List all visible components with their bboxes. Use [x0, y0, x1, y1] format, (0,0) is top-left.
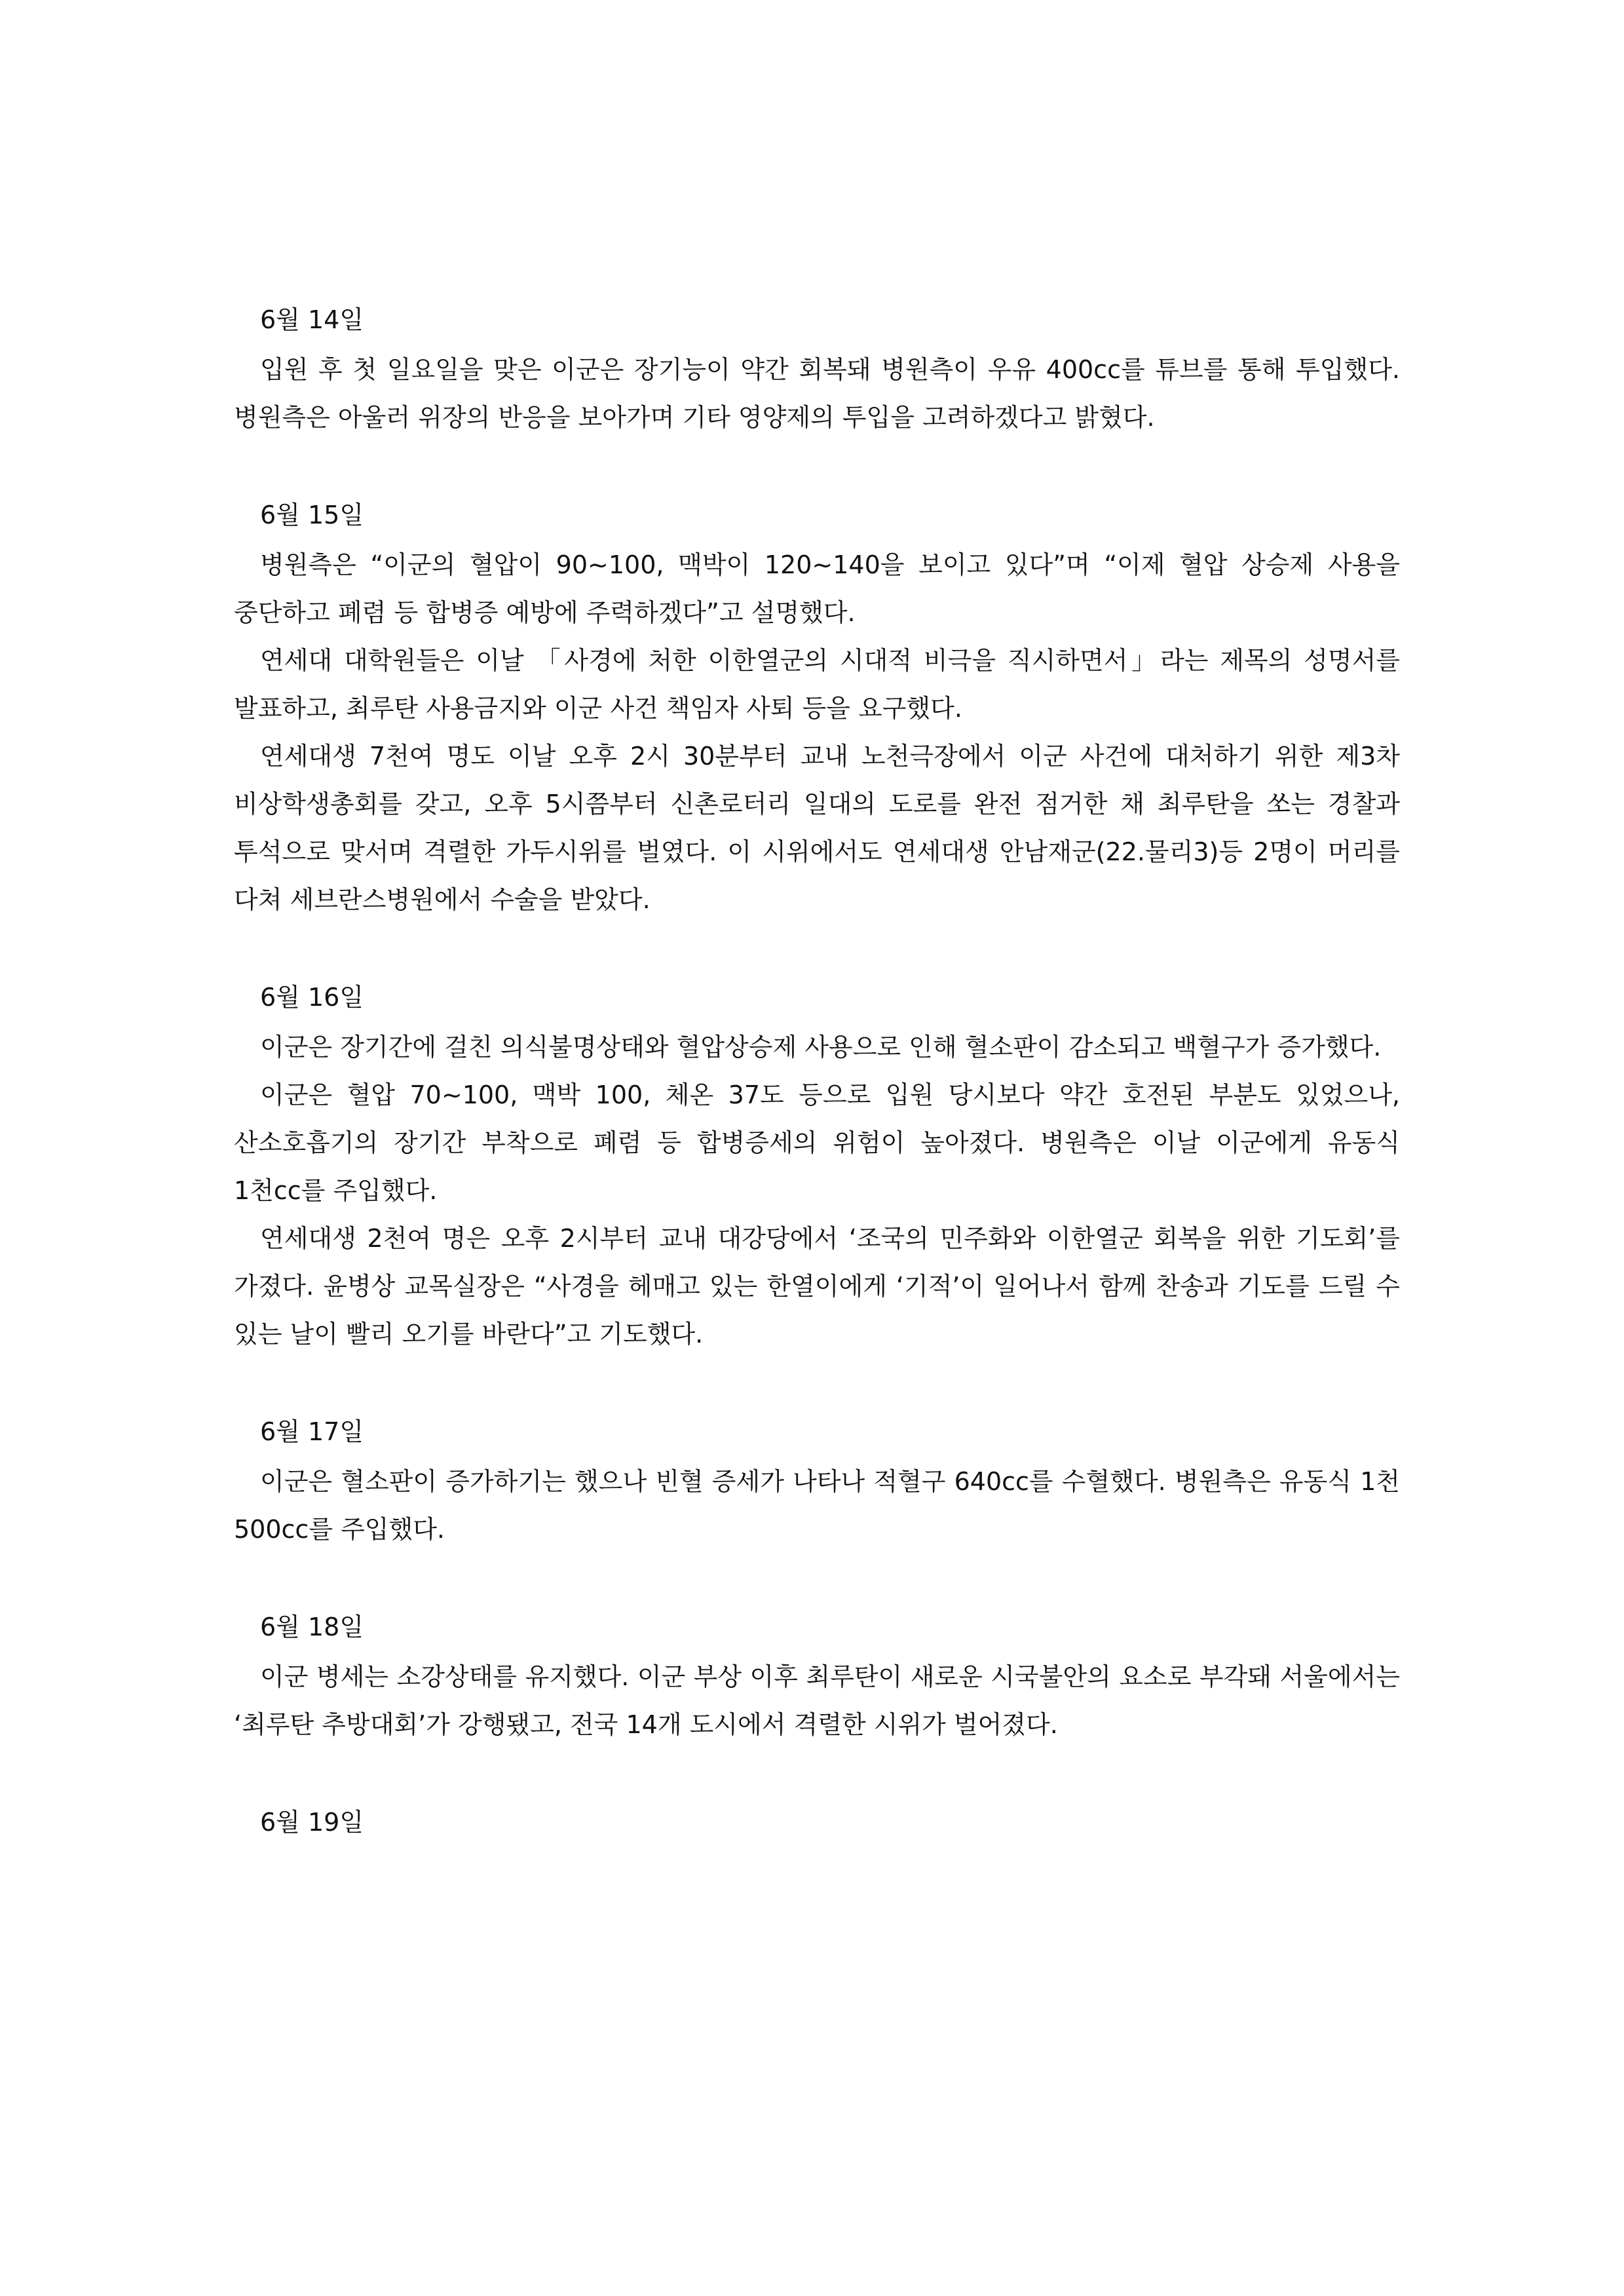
entry-june-15	[234, 489, 1400, 924]
entry-paragraph: 입원 후 첫 일요일을 맞은 이군은 장기능이 약간 회복돼 병원측이 우유 400cc를 튜브를 통해 투입했다. 병원측은 아울러 위장의 반응을 보아가며 기타 영양제의 투입을 고려하겠다고 밝혔다.	[234, 355, 1400, 432]
entry-june-19	[234, 1796, 1400, 1848]
entry-paragraph: 이군 병세는 소강상태를 유지했다. 이군 부상 이후 최루탄이 새로운 시국불안의 요소로 부각돼 서울에서는 ‘최루탄 추방대회’가 강행됐고, 전국 14개 도시에서 격렬한 시위가 벌어졌다.	[234, 1662, 1400, 1739]
entry-paragraph: 연세대생 7천여 명도 이날 오후 2시 30분부터 교내 노천극장에서 이군 사건에 대처하기 위한 제3차 비상학생총회를 갖고, 오후 5시쯤부터 신촌로터리 일대의 도로를 완전 점거한 채 최루탄을 쏘는 경찰과 투석으로 맞서며 격렬한 가두시위를 벌였다. 이 시위에서도 연세대생 안남재군(22.물리3)등 2명이 머리를 다쳐 세브란스병원에서 수술을 받았다.	[234, 742, 1400, 914]
entry-date: 6월 14일	[260, 305, 364, 334]
entry-date: 6월 18일	[260, 1613, 364, 1641]
entry-paragraph: 연세대 대학원들은 이날 「사경에 처한 이한열군의 시대적 비극을 직시하면서」라는 제목의 성명서를 발표하고, 최루탄 사용금지와 이군 사건 책임자 사퇴 등을 요구했다.	[234, 646, 1400, 723]
entry-paragraph: 이군은 혈압 70~100, 맥박 100, 체온 37도 등으로 입원 당시보다 약간 호전된 부분도 있었으나, 산소호흡기의 장기간 부착으로 폐렴 등 합병증세의 위험이 높아졌다. 병원측은 이날 이군에게 유동식 1천cc를 주입했다.	[234, 1081, 1400, 1205]
document-body	[234, 294, 1400, 1896]
entry-date: 6월 16일	[260, 983, 364, 1012]
entry-paragraph: 이군은 혈소판이 증가하기는 했으나 빈혈 증세가 나타나 적혈구 640cc를 수혈했다. 병원측은 유동식 1천 500cc를 주입했다.	[234, 1467, 1400, 1544]
entry-june-17	[234, 1406, 1400, 1554]
entry-date: 6월 15일	[260, 501, 364, 529]
entry-paragraph: 병원측은 “이군의 혈압이 90~100, 맥박이 120~140을 보이고 있다”며 “이제 혈압 상승제 사용을 중단하고 폐렴 등 합병증 예방에 주력하겠다”고 설명했다.	[234, 550, 1400, 627]
entry-date: 6월 17일	[260, 1417, 364, 1446]
entry-june-16	[234, 971, 1400, 1358]
entry-june-18	[234, 1601, 1400, 1749]
entry-june-14	[234, 294, 1400, 442]
entry-paragraph: 이군은 장기간에 걸친 의식불명상태와 혈압상승제 사용으로 인해 혈소판이 감소되고 백혈구가 증가했다.	[260, 1033, 1382, 1062]
entry-paragraph: 연세대생 2천여 명은 오후 2시부터 교내 대강당에서 ‘조국의 민주화와 이한열군 회복을 위한 기도회’를 가졌다. 윤병상 교목실장은 “사경을 헤매고 있는 한열이에게 ‘기적’이 일어나서 함께 찬송과 기도를 드릴 수 있는 날이 빨리 오기를 바란다”고 기도했다.	[234, 1224, 1400, 1349]
entry-date: 6월 19일	[260, 1808, 364, 1837]
